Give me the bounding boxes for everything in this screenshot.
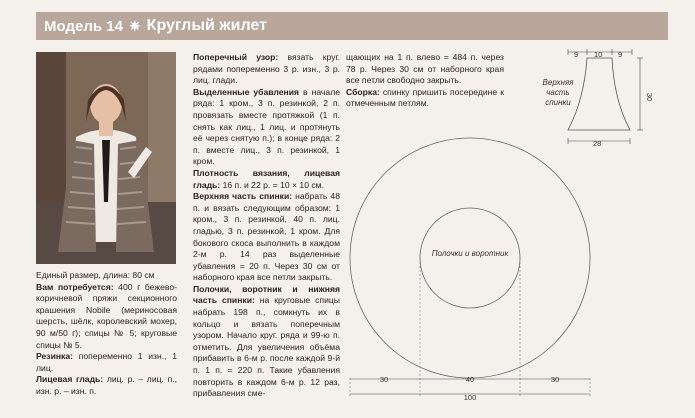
dim-9-left: 9 xyxy=(574,50,579,59)
title-banner xyxy=(36,12,668,40)
column-materials xyxy=(36,270,177,398)
dim-bottom-28: 28 xyxy=(593,139,602,148)
upper-back-label: Верхняя часть спинки xyxy=(542,78,574,107)
fronts-paragraph: Полочки, воротник и нижняя часть спинки: на круговые спицы набрать 198 п., сомкнуть их в кольцо и вязать поперечным узором. Начало круг. ряда и 99-ю п. отметить. Для увеличения объёма прибавить в 6-м р. после каждой 9-й п. 1 п. = 220 п. Такие убавления повторить в каждом 6-м р. 12 раз, прибавления сме- xyxy=(193,283,340,399)
rib-paragraph: Резинка: попеременно 1 изн., 1 лиц. xyxy=(36,351,177,373)
assembly-paragraph: Сборка: спинку пришить посередине к отмеченным петлям. xyxy=(346,86,504,109)
upper-back-paragraph: Верхняя часть спинки: набрать 48 п. и вязать следующим образом: 1 кром., 3 п. резинкой, 40 п. лиц. гладью, 3 п. резинкой, 1 кром. Для бокового скоса выполнить в каждом 2-м р. 14 раз выделенные убавления = 20 п. Через 30 см от наборного края все петли закрыть. xyxy=(193,191,340,283)
dim-9-right: 9 xyxy=(618,50,623,59)
dim-100: 100 xyxy=(463,393,477,402)
cross-pattern-paragraph: Поперечный узор: вязать круг. рядами попеременно 3 р. изн., 3 р. лиц. глади. xyxy=(193,52,340,86)
outer-circle xyxy=(350,138,590,378)
inner-circle xyxy=(420,208,520,308)
dim-30-left: 30 xyxy=(379,375,389,384)
model-label: Модель 14 xyxy=(44,17,123,35)
dim-40: 40 xyxy=(465,375,475,384)
column-continuation xyxy=(346,52,504,110)
upper-back-schematic xyxy=(534,49,654,148)
continuation-paragraph: щающих на 1 п. влево = 484 п. через 78 р. Через 30 см от наборного края все петли свободно закрыть. xyxy=(346,52,504,86)
materials-paragraph: Вам потребуется: 400 г бежево-коричневой пряжи секционного крашения Nobile (мериносовая шерсть, шёлк, королевский мохер, 90 м/50 г); спицы № 5; круговые спицы № 5. xyxy=(36,281,177,350)
size-text: Единый размер, длина: 80 см xyxy=(36,270,155,280)
page-title: Круглый жилет xyxy=(146,17,267,34)
dim-height-30: 30 xyxy=(645,92,654,102)
star-icon: ✷ xyxy=(128,17,141,34)
gauge-paragraph: Плотность вязания, лицевая гладь: 16 п. и 22 р. = 10 × 10 см. xyxy=(193,167,340,190)
circle-label: Полочки и воротник xyxy=(431,249,509,258)
column-instructions xyxy=(193,52,340,400)
model-photo-illustration xyxy=(36,52,176,264)
stockinette-paragraph: Лицевая гладь: лиц. р. – лиц. п., изн. р. – изн. п. xyxy=(36,374,177,396)
dim-10: 10 xyxy=(594,50,603,59)
circle-schematic xyxy=(350,138,590,402)
model-photo xyxy=(36,52,176,264)
upper-back-outline xyxy=(568,58,630,130)
dim-30-right: 30 xyxy=(550,375,560,384)
decreases-paragraph: Выделенные убавления в начале ряда: 1 кром., 3 п. резинкой, 2 п. провязать вместе протяжкой (1 п. снять как лиц., 1 лиц. и протянуть её через снятую п.); в конце ряда: 2 п. вместе лиц., 3 п. резинкой, 1 кром. xyxy=(193,86,340,167)
